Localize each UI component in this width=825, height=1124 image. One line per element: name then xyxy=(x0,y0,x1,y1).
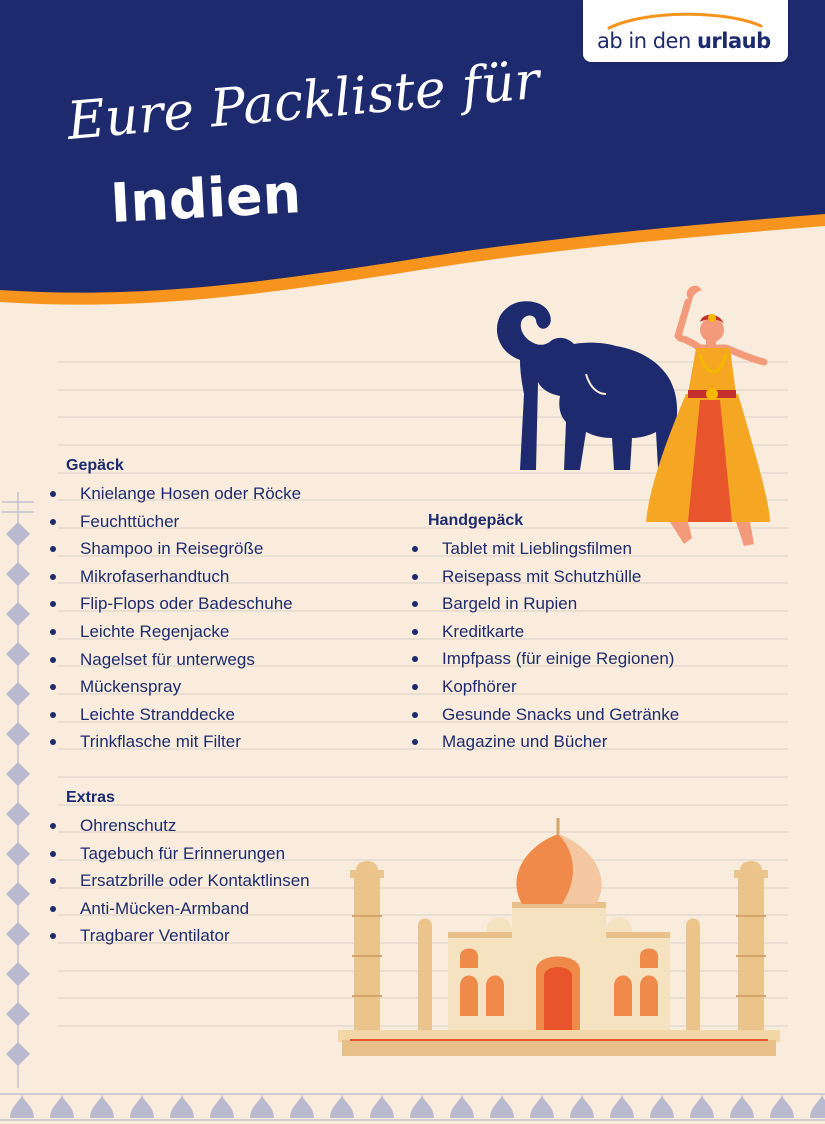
list-item: Tragbarer Ventilator xyxy=(50,922,310,950)
bullet-icon xyxy=(50,684,56,690)
list-item: Tagebuch für Erinnerungen xyxy=(50,840,310,868)
list-item: Flip-Flops oder Badeschuhe xyxy=(50,590,301,618)
section-title-hand-luggage: Handgepäck xyxy=(428,512,524,529)
bullet-icon xyxy=(50,878,56,884)
bullet-icon xyxy=(50,574,56,580)
bullet-icon xyxy=(50,851,56,857)
bullet-icon xyxy=(50,546,56,552)
list-item: Mikrofaserhandtuch xyxy=(50,563,301,591)
ornament-border-bottom xyxy=(0,1088,825,1124)
list-item: Reisepass mit Schutzhülle xyxy=(412,563,679,591)
list-item: Gesunde Snacks und Getränke xyxy=(412,701,679,729)
list-item: Trinkflasche mit Filter xyxy=(50,728,301,756)
section-title-luggage: Gepäck xyxy=(66,457,124,474)
list-item: Shampoo in Reisegröße xyxy=(50,535,301,563)
list-item: Kreditkarte xyxy=(412,618,679,646)
dancer-illustration xyxy=(640,282,775,554)
bullet-icon xyxy=(412,601,418,607)
bullet-icon xyxy=(412,684,418,690)
list-item: Knielange Hosen oder Röcke xyxy=(50,480,301,508)
list-item: Bargeld in Rupien xyxy=(412,590,679,618)
ornament-border-left xyxy=(0,492,36,1092)
logo-text: ab in den urlaub xyxy=(597,29,771,53)
extras-list xyxy=(50,812,310,950)
list-item: Anti-Mücken-Armband xyxy=(50,895,310,923)
bullet-icon xyxy=(50,739,56,745)
bullet-icon xyxy=(50,823,56,829)
page-title-line1: Eure Packliste für xyxy=(64,50,542,153)
page-title-country: Indien xyxy=(108,162,303,235)
list-item: Leichte Regenjacke xyxy=(50,618,301,646)
bullet-icon xyxy=(50,601,56,607)
bullet-icon xyxy=(412,739,418,745)
list-item: Mückenspray xyxy=(50,673,301,701)
bullet-icon xyxy=(412,546,418,552)
hand-luggage-list xyxy=(412,535,679,756)
list-item: Kopfhörer xyxy=(412,673,679,701)
bullet-icon xyxy=(50,906,56,912)
list-item: Leichte Stranddecke xyxy=(50,701,301,729)
brand-logo[interactable] xyxy=(583,0,788,62)
list-item: Magazine und Bücher xyxy=(412,728,679,756)
bullet-icon xyxy=(50,629,56,635)
bullet-icon xyxy=(412,629,418,635)
bullet-icon xyxy=(50,933,56,939)
bullet-icon xyxy=(50,657,56,663)
list-item: Ersatzbrille oder Kontaktlinsen xyxy=(50,867,310,895)
bullet-icon xyxy=(412,712,418,718)
list-item: Feuchttücher xyxy=(50,508,301,536)
bullet-icon xyxy=(412,574,418,580)
section-title-extras: Extras xyxy=(66,789,115,806)
bullet-icon xyxy=(50,491,56,497)
list-item: Impfpass (für einige Regionen) xyxy=(412,645,679,673)
list-item: Ohrenschutz xyxy=(50,812,310,840)
bullet-icon xyxy=(50,712,56,718)
list-item: Nagelset für unterwegs xyxy=(50,646,301,674)
bullet-icon xyxy=(412,656,418,662)
list-item: Tablet mit Lieblingsfilmen xyxy=(412,535,679,563)
luggage-list xyxy=(50,480,301,756)
bullet-icon xyxy=(50,519,56,525)
taj-mahal-illustration xyxy=(336,816,782,1060)
